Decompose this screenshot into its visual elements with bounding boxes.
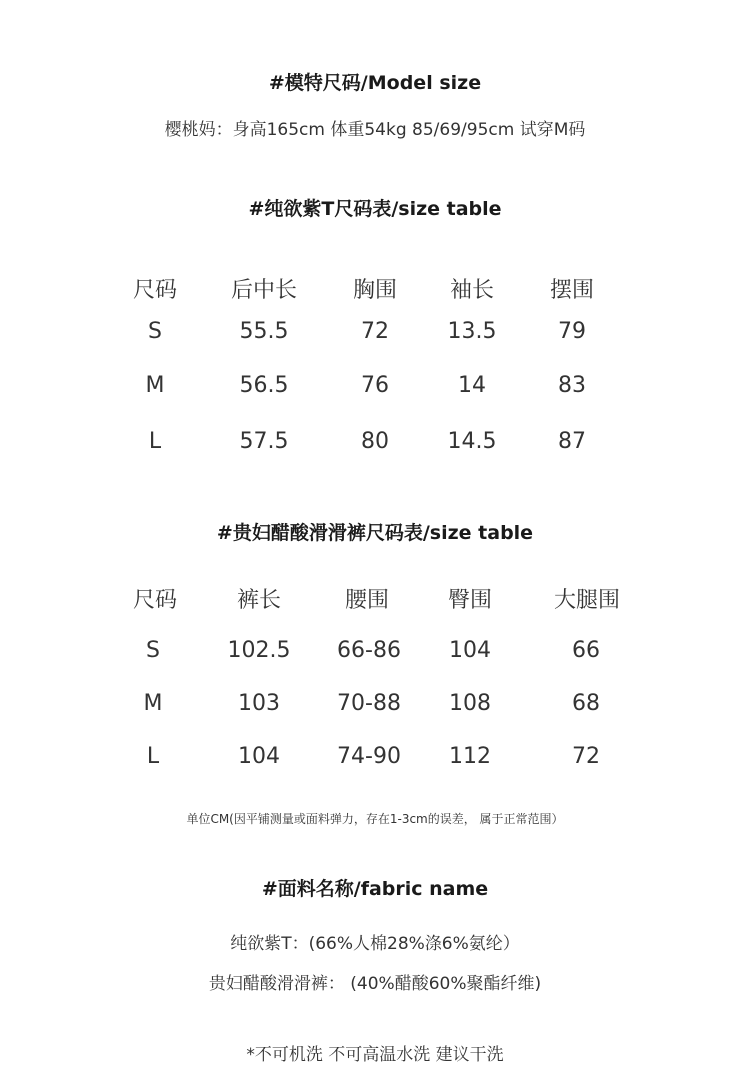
table-cell: 104 xyxy=(449,638,491,663)
table-cell: 102.5 xyxy=(227,638,291,663)
table-cell: S xyxy=(146,638,160,663)
table-cell: 72 xyxy=(572,744,600,769)
model-info: 樱桃妈：身高165cm 体重54kg 85/69/95cm 试穿M码 xyxy=(164,120,586,140)
table-header-hip: 臀围 xyxy=(447,588,492,613)
table-cell: 55.5 xyxy=(239,319,289,344)
table-cell: 13.5 xyxy=(447,319,497,344)
table-cell: L xyxy=(148,429,162,454)
top-size-table-heading: #纯欲紫T尺码表/size table xyxy=(248,198,502,220)
table-cell: 72 xyxy=(361,319,389,344)
fabric-line-top: 纯欲紫T：(66%人棉28%涤6%氨纶） xyxy=(230,934,520,954)
table-header-hem: 摆围 xyxy=(549,278,594,303)
table-cell: 66-86 xyxy=(337,638,401,663)
table-cell: 108 xyxy=(449,691,491,716)
pants-size-table-heading: #贵妇醋酸滑滑裤尺码表/size table xyxy=(216,522,534,544)
table-cell: 76 xyxy=(361,373,389,398)
table-cell: 79 xyxy=(558,319,586,344)
table-cell: M xyxy=(145,373,165,398)
table-header-thigh: 大腿围 xyxy=(553,588,620,613)
table-header-waist: 腰围 xyxy=(344,588,389,613)
fabric-line-pants: 贵妇醋酸滑滑裤： (40%醋酸60%聚酯纤维) xyxy=(208,974,542,994)
table-cell: 103 xyxy=(238,691,280,716)
table-header-sleeve: 袖长 xyxy=(449,278,494,303)
table-cell: 66 xyxy=(572,638,600,663)
care-instructions: *不可机洗 不可高温水洗 建议干洗 xyxy=(246,1045,504,1065)
table-cell: S xyxy=(148,319,162,344)
table-cell: 70-88 xyxy=(337,691,401,716)
table-cell: 57.5 xyxy=(239,429,289,454)
table-cell: 56.5 xyxy=(239,373,289,398)
table-cell: 83 xyxy=(558,373,586,398)
table-cell: M xyxy=(143,691,163,716)
fabric-heading: #面料名称/fabric name xyxy=(261,878,489,900)
measurement-note: 单位CM(因平铺测量或面料弹力，存在1-3cm的误差， 属于正常范围） xyxy=(186,812,564,826)
table-cell: 112 xyxy=(449,744,491,769)
table-header-back-length: 后中长 xyxy=(230,278,297,303)
table-cell: 80 xyxy=(361,429,389,454)
table-header-pants-length: 裤长 xyxy=(236,588,281,613)
table-cell: 68 xyxy=(572,691,600,716)
table-header-size: 尺码 xyxy=(132,588,177,613)
table-cell: 104 xyxy=(238,744,280,769)
table-cell: 87 xyxy=(558,429,586,454)
model-size-heading: #模特尺码/Model size xyxy=(268,72,482,94)
table-cell: 14 xyxy=(458,373,486,398)
table-header-size: 尺码 xyxy=(132,278,177,303)
table-cell: L xyxy=(146,744,160,769)
table-cell: 14.5 xyxy=(447,429,497,454)
table-cell: 74-90 xyxy=(337,744,401,769)
table-header-chest: 胸围 xyxy=(352,278,397,303)
